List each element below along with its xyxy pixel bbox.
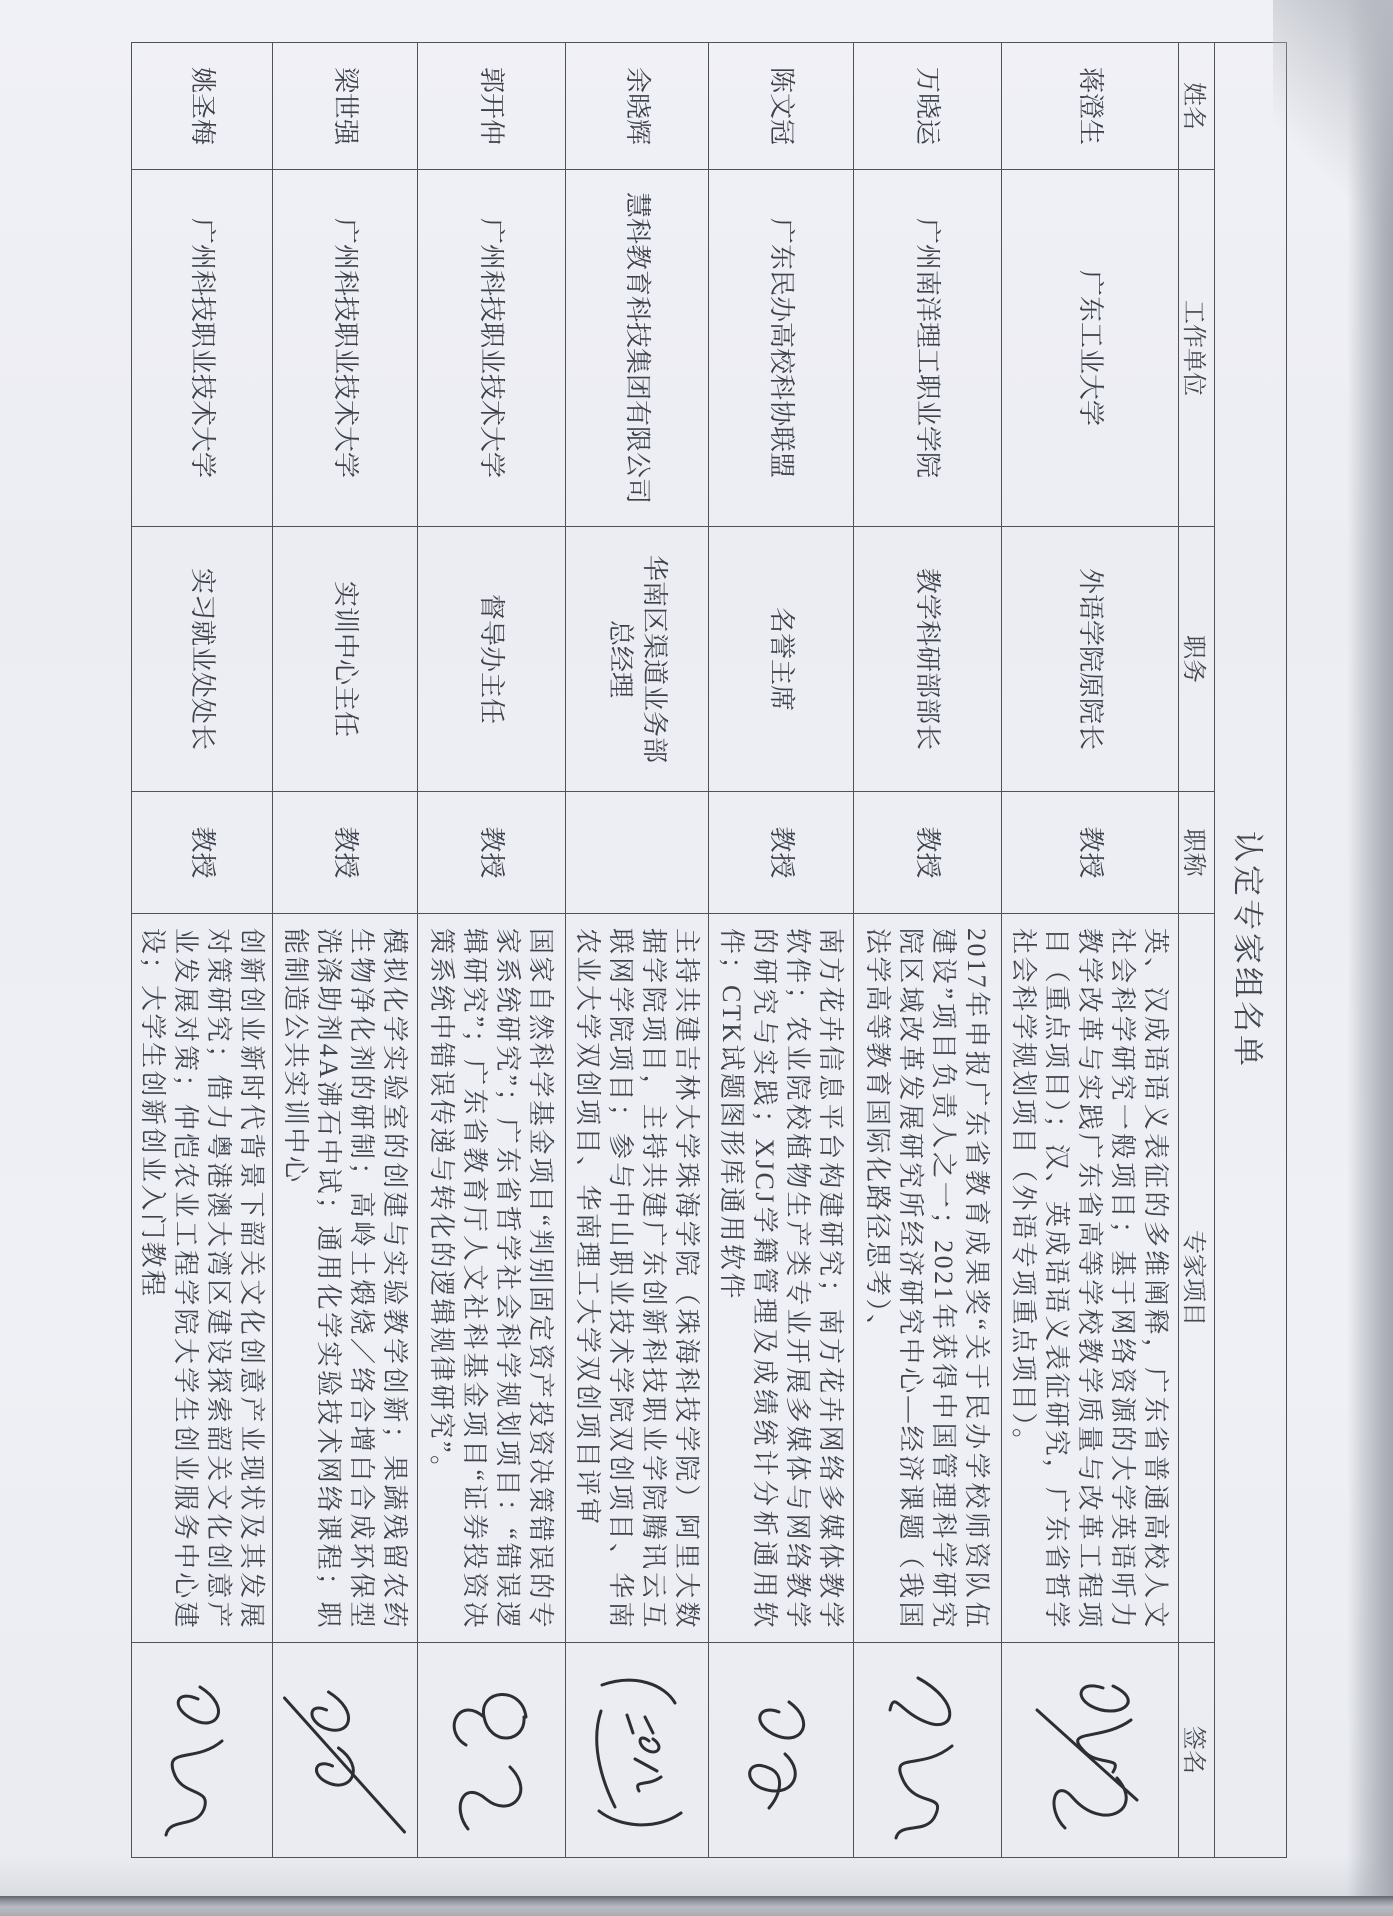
cell-signature xyxy=(273,1643,418,1858)
column-header-unit: 工作单位 xyxy=(1179,170,1215,527)
table-row xyxy=(273,43,418,1858)
column-header-projects: 专家项目 xyxy=(1179,914,1215,1643)
page-title: 认定专家组名单 xyxy=(1215,43,1287,1858)
cell-name: 郭开仲 xyxy=(418,43,566,170)
cell-rank xyxy=(566,792,709,914)
signature-scribble xyxy=(427,1655,557,1845)
scan-shadow-right xyxy=(1347,0,1393,1916)
cell-signature xyxy=(1002,1643,1179,1858)
column-header-name: 姓名 xyxy=(1179,43,1215,170)
column-header-signature: 签名 xyxy=(1179,1643,1215,1858)
cell-projects: 南方花卉信息平台构建研究；南方花卉网络多媒体教学软件；农业院校植物生产类专业开展多媒体与网络教学的研究与实践；XJCJ学籍管理及成绩统计分析通用软件；CTK试题图形库通用软件 xyxy=(709,914,854,1643)
cell-projects: 国家自然科学基金项目“判别固定资产投资决策错误的专家系统研究”；广东省哲学社会科学规划项目：“错误逻辑研究”；广东省教育厅人文社科基金项目“证券投资决策系统中错误传递与转化的逻辑规律研究”。 xyxy=(418,914,566,1643)
cell-position: 华南区渠道业务部总经理 xyxy=(566,527,709,792)
cell-unit: 广州科技职业技术大学 xyxy=(273,170,418,527)
cell-position: 实训中心主任 xyxy=(273,527,418,792)
signature-scribble xyxy=(1015,1650,1165,1850)
cell-rank: 教授 xyxy=(709,792,854,914)
cell-unit: 广东工业大学 xyxy=(1002,170,1179,527)
column-header-rank: 职称 xyxy=(1179,792,1215,914)
cell-signature xyxy=(709,1643,854,1858)
column-header-position: 职务 xyxy=(1179,527,1215,792)
cell-rank: 教授 xyxy=(418,792,566,914)
cell-rank: 教授 xyxy=(132,792,273,914)
cell-rank: 教授 xyxy=(1002,792,1179,914)
paper-bottom-shading xyxy=(0,1856,1393,1896)
scan-paper-edge-bottom xyxy=(0,1896,1393,1916)
signature-scribble xyxy=(142,1655,262,1845)
cell-projects: 主持共建吉林大学珠海学院（珠海科技学院）阿里大数据学院项目，主持共建广东创新科技职业学院腾讯云互联网学院项目；参与中山职业技术学院双创项目、华南农业大学双创项目、华南理工大学双创项目评审 xyxy=(566,914,709,1643)
table-row xyxy=(566,43,709,1858)
signature-scribble xyxy=(863,1650,993,1850)
scan-shadow-corner xyxy=(1273,0,1393,230)
cell-name: 余晓辉 xyxy=(566,43,709,170)
table-row xyxy=(1002,43,1179,1858)
cell-name: 陈文冠 xyxy=(709,43,854,170)
cell-projects: 模拟化学实验室的创建与实验教学创新；果蔬残留农药生物净化剂的研制；高岭土煅烧／络合增白合成环保型洗涤助剂4A沸石中试；通用化学实验技术网络课程；职能制造公共实训中心 xyxy=(273,914,418,1643)
signature-scribble xyxy=(721,1660,841,1840)
cell-unit: 广州南洋理工职业学院 xyxy=(854,170,1002,527)
cell-unit: 广州科技职业技术大学 xyxy=(132,170,273,527)
table-row xyxy=(418,43,566,1858)
cell-unit: 广东民办高校科协联盟 xyxy=(709,170,854,527)
cell-position: 名誉主席 xyxy=(709,527,854,792)
cell-name: 姚圣梅 xyxy=(132,43,273,170)
cell-name: 梁世强 xyxy=(273,43,418,170)
cell-signature xyxy=(132,1643,273,1858)
cell-position: 外语学院原院长 xyxy=(1002,527,1179,792)
cell-position: 教学科研部部长 xyxy=(854,527,1002,792)
cell-signature xyxy=(566,1643,709,1858)
cell-name: 蒋澄生 xyxy=(1002,43,1179,170)
cell-signature xyxy=(418,1643,566,1858)
cell-rank: 教授 xyxy=(273,792,418,914)
cell-projects: 创新创业新时代背景下韶关文化创意产业现状及其发展对策研究；借力粤港澳大湾区建设探索韶关文化创意产业发展对策；仲恺农业工程学院大学生创业服务中心建设；大学生创新创业入门教程 xyxy=(132,914,273,1643)
signature-scribble xyxy=(278,1650,413,1850)
cell-unit: 广州科技职业技术大学 xyxy=(418,170,566,527)
cell-name: 万晓运 xyxy=(854,43,1002,170)
cell-projects: 2017年申报广东省教育成果奖“关于民办学校师资队伍建设”项目负责人之一；2021年获得中国管理科学研究院区域改革发展研究所经济研究中心—经济课题（我国法学高等教育国际化路径思考）、 xyxy=(854,914,1002,1643)
expert-roster-table xyxy=(131,42,1287,1858)
table-row xyxy=(854,43,1002,1858)
cell-unit: 慧科教育科技集团有限公司 xyxy=(566,170,709,527)
cell-projects: 英、汉成语语义表征的多维阐释，广东省普通高校人文社会科学研究一般项目；基于网络资源的大学英语听力教学改革与实践广东省高等学校教学质量与改革工程项目（重点项目）；汉、英成语语义表征研究，广东省哲学社会科学规划项目（外语专项重点项目）。 xyxy=(1002,914,1179,1643)
table-row xyxy=(709,43,854,1858)
cell-position: 督导办主任 xyxy=(418,527,566,792)
signature-scribble xyxy=(577,1655,697,1845)
table-row xyxy=(132,43,273,1858)
cell-signature xyxy=(854,1643,1002,1858)
cell-rank: 教授 xyxy=(854,792,1002,914)
cell-position: 实习就业处处长 xyxy=(132,527,273,792)
